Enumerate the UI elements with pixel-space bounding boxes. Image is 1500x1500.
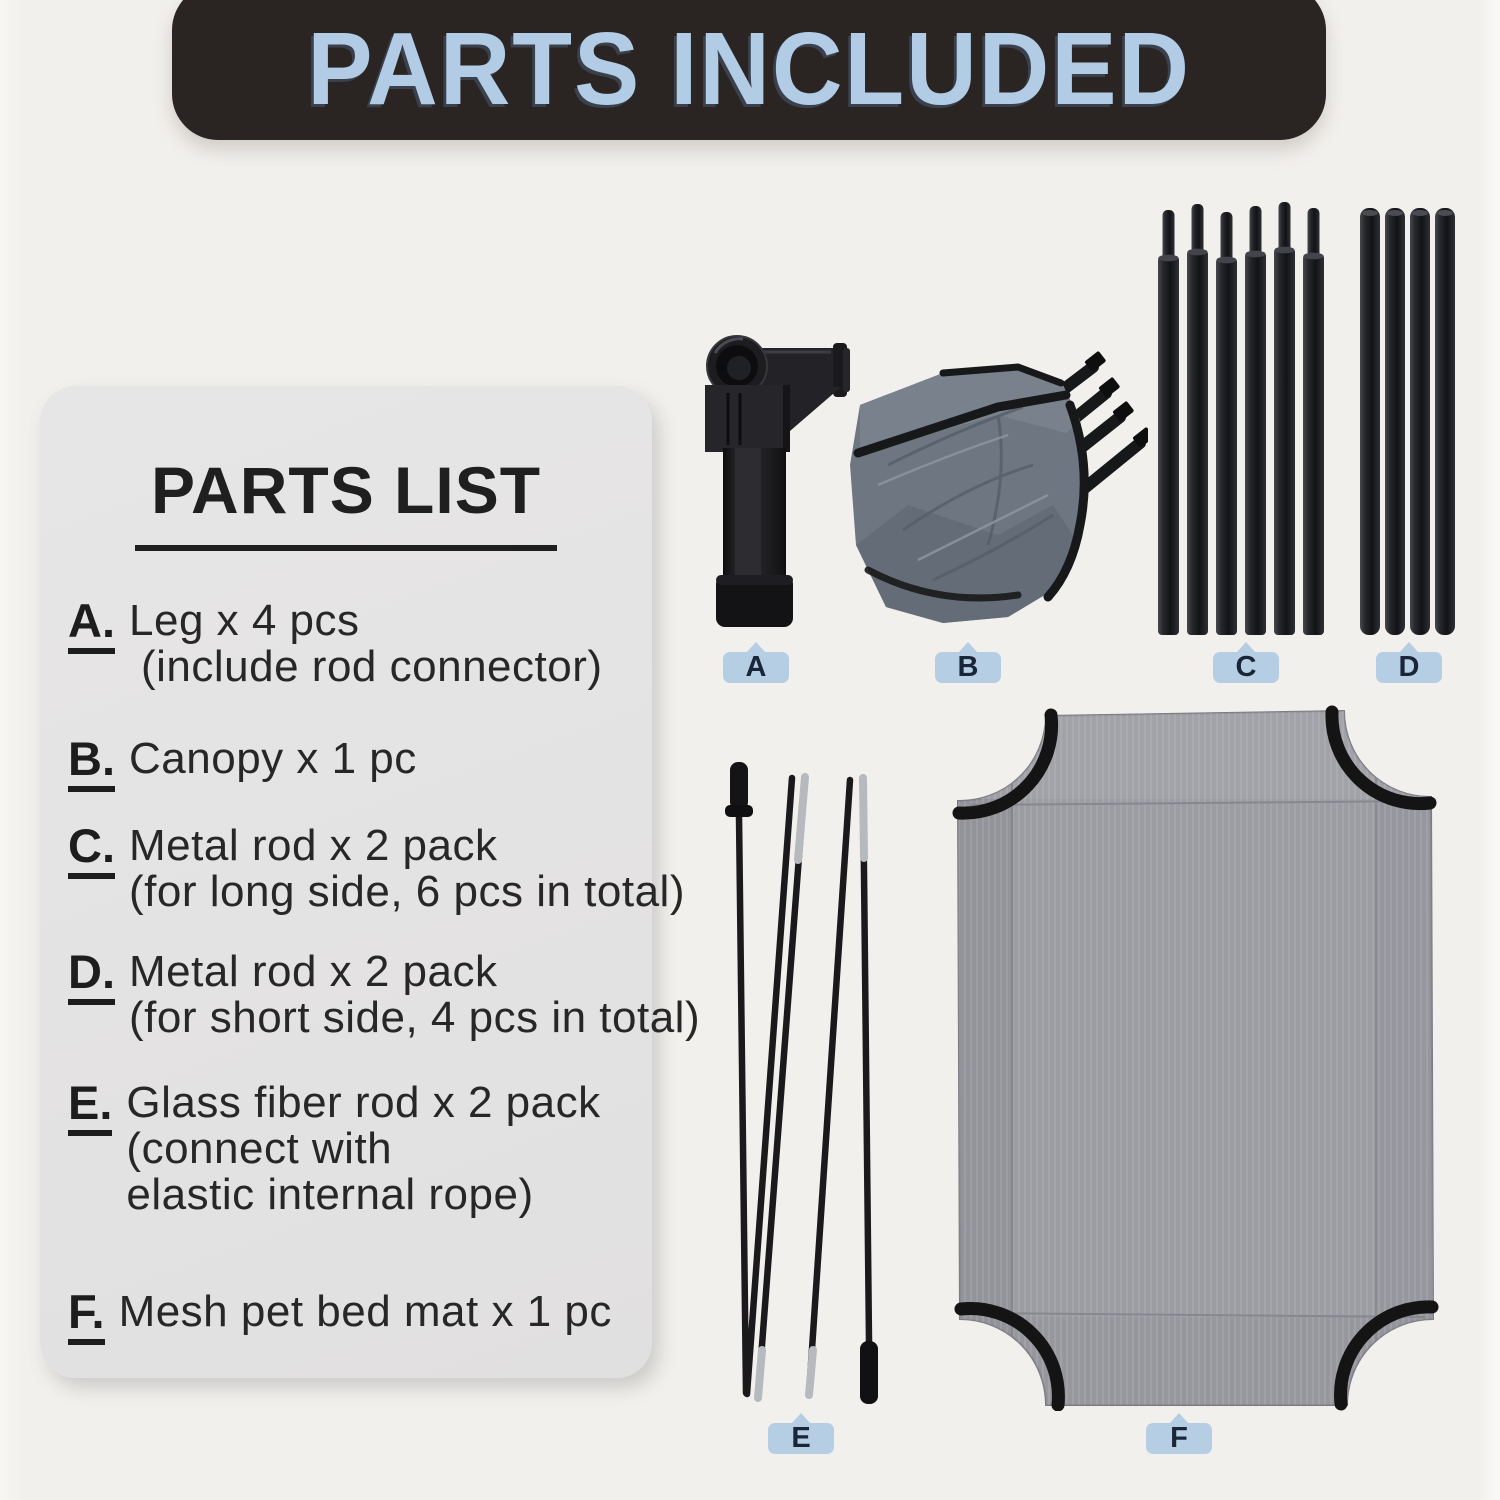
label-letter: C <box>1235 651 1257 683</box>
parts-list-item-e <box>68 1076 601 1219</box>
item-text: Metal rod x 2 pack <box>129 947 498 996</box>
item-text: (include rod connector) <box>141 642 603 691</box>
part-f-mesh-mat-image <box>950 705 1442 1411</box>
item-text: Leg x 4 pcs <box>129 596 360 645</box>
label-pointer <box>791 1413 811 1424</box>
parts-list-item-c <box>68 819 685 916</box>
item-text: (connect with <box>126 1124 393 1173</box>
title-underline <box>135 545 557 551</box>
item-text: (for short side, 4 pcs in total) <box>129 993 701 1042</box>
parts-list-item-a <box>68 594 603 691</box>
parts-list-item-d <box>68 945 701 1042</box>
parts-list-item-b <box>68 732 417 792</box>
part-label-a <box>723 652 789 683</box>
label-letter: D <box>1398 651 1420 683</box>
parts-list-item-f <box>68 1285 612 1345</box>
part-a-leg-connector-image <box>695 335 855 635</box>
part-label-b <box>935 652 1001 683</box>
label-letter: A <box>745 651 767 683</box>
part-label-c <box>1213 652 1279 683</box>
part-d-metal-rods-image <box>1355 200 1460 642</box>
banner <box>172 0 1326 140</box>
item-letter-a: A. <box>68 598 115 654</box>
label-pointer <box>1399 642 1419 653</box>
part-label-f <box>1146 1423 1212 1454</box>
item-text: elastic internal rope) <box>126 1170 534 1219</box>
item-text: (for long side, 6 pcs in total) <box>129 867 685 916</box>
item-letter-b: B. <box>68 736 115 792</box>
label-pointer <box>1169 1413 1189 1424</box>
part-label-e <box>768 1423 834 1454</box>
item-letter-f: F. <box>68 1289 105 1345</box>
part-e-glass-fiber-rods-image <box>690 748 890 1420</box>
item-text: Canopy x 1 pc <box>129 734 417 783</box>
item-text: Mesh pet bed mat x 1 pc <box>118 1287 612 1336</box>
item-letter-c: C. <box>68 823 115 879</box>
label-letter: B <box>957 651 979 683</box>
label-letter: F <box>1170 1422 1188 1454</box>
item-text: Glass fiber rod x 2 pack <box>126 1078 601 1127</box>
item-text: Metal rod x 2 pack <box>129 821 498 870</box>
label-pointer <box>1236 642 1256 653</box>
label-pointer <box>958 642 978 653</box>
part-c-metal-rods-image <box>1150 200 1340 642</box>
label-pointer <box>746 642 766 653</box>
banner-title: PARTS INCLUDED <box>307 11 1191 126</box>
item-letter-d: D. <box>68 949 115 1005</box>
part-label-d <box>1376 652 1442 683</box>
label-letter: E <box>791 1422 811 1454</box>
item-letter-e: E. <box>68 1080 112 1136</box>
part-b-canopy-image <box>848 345 1148 645</box>
parts-list-title: PARTS LIST <box>150 453 542 527</box>
